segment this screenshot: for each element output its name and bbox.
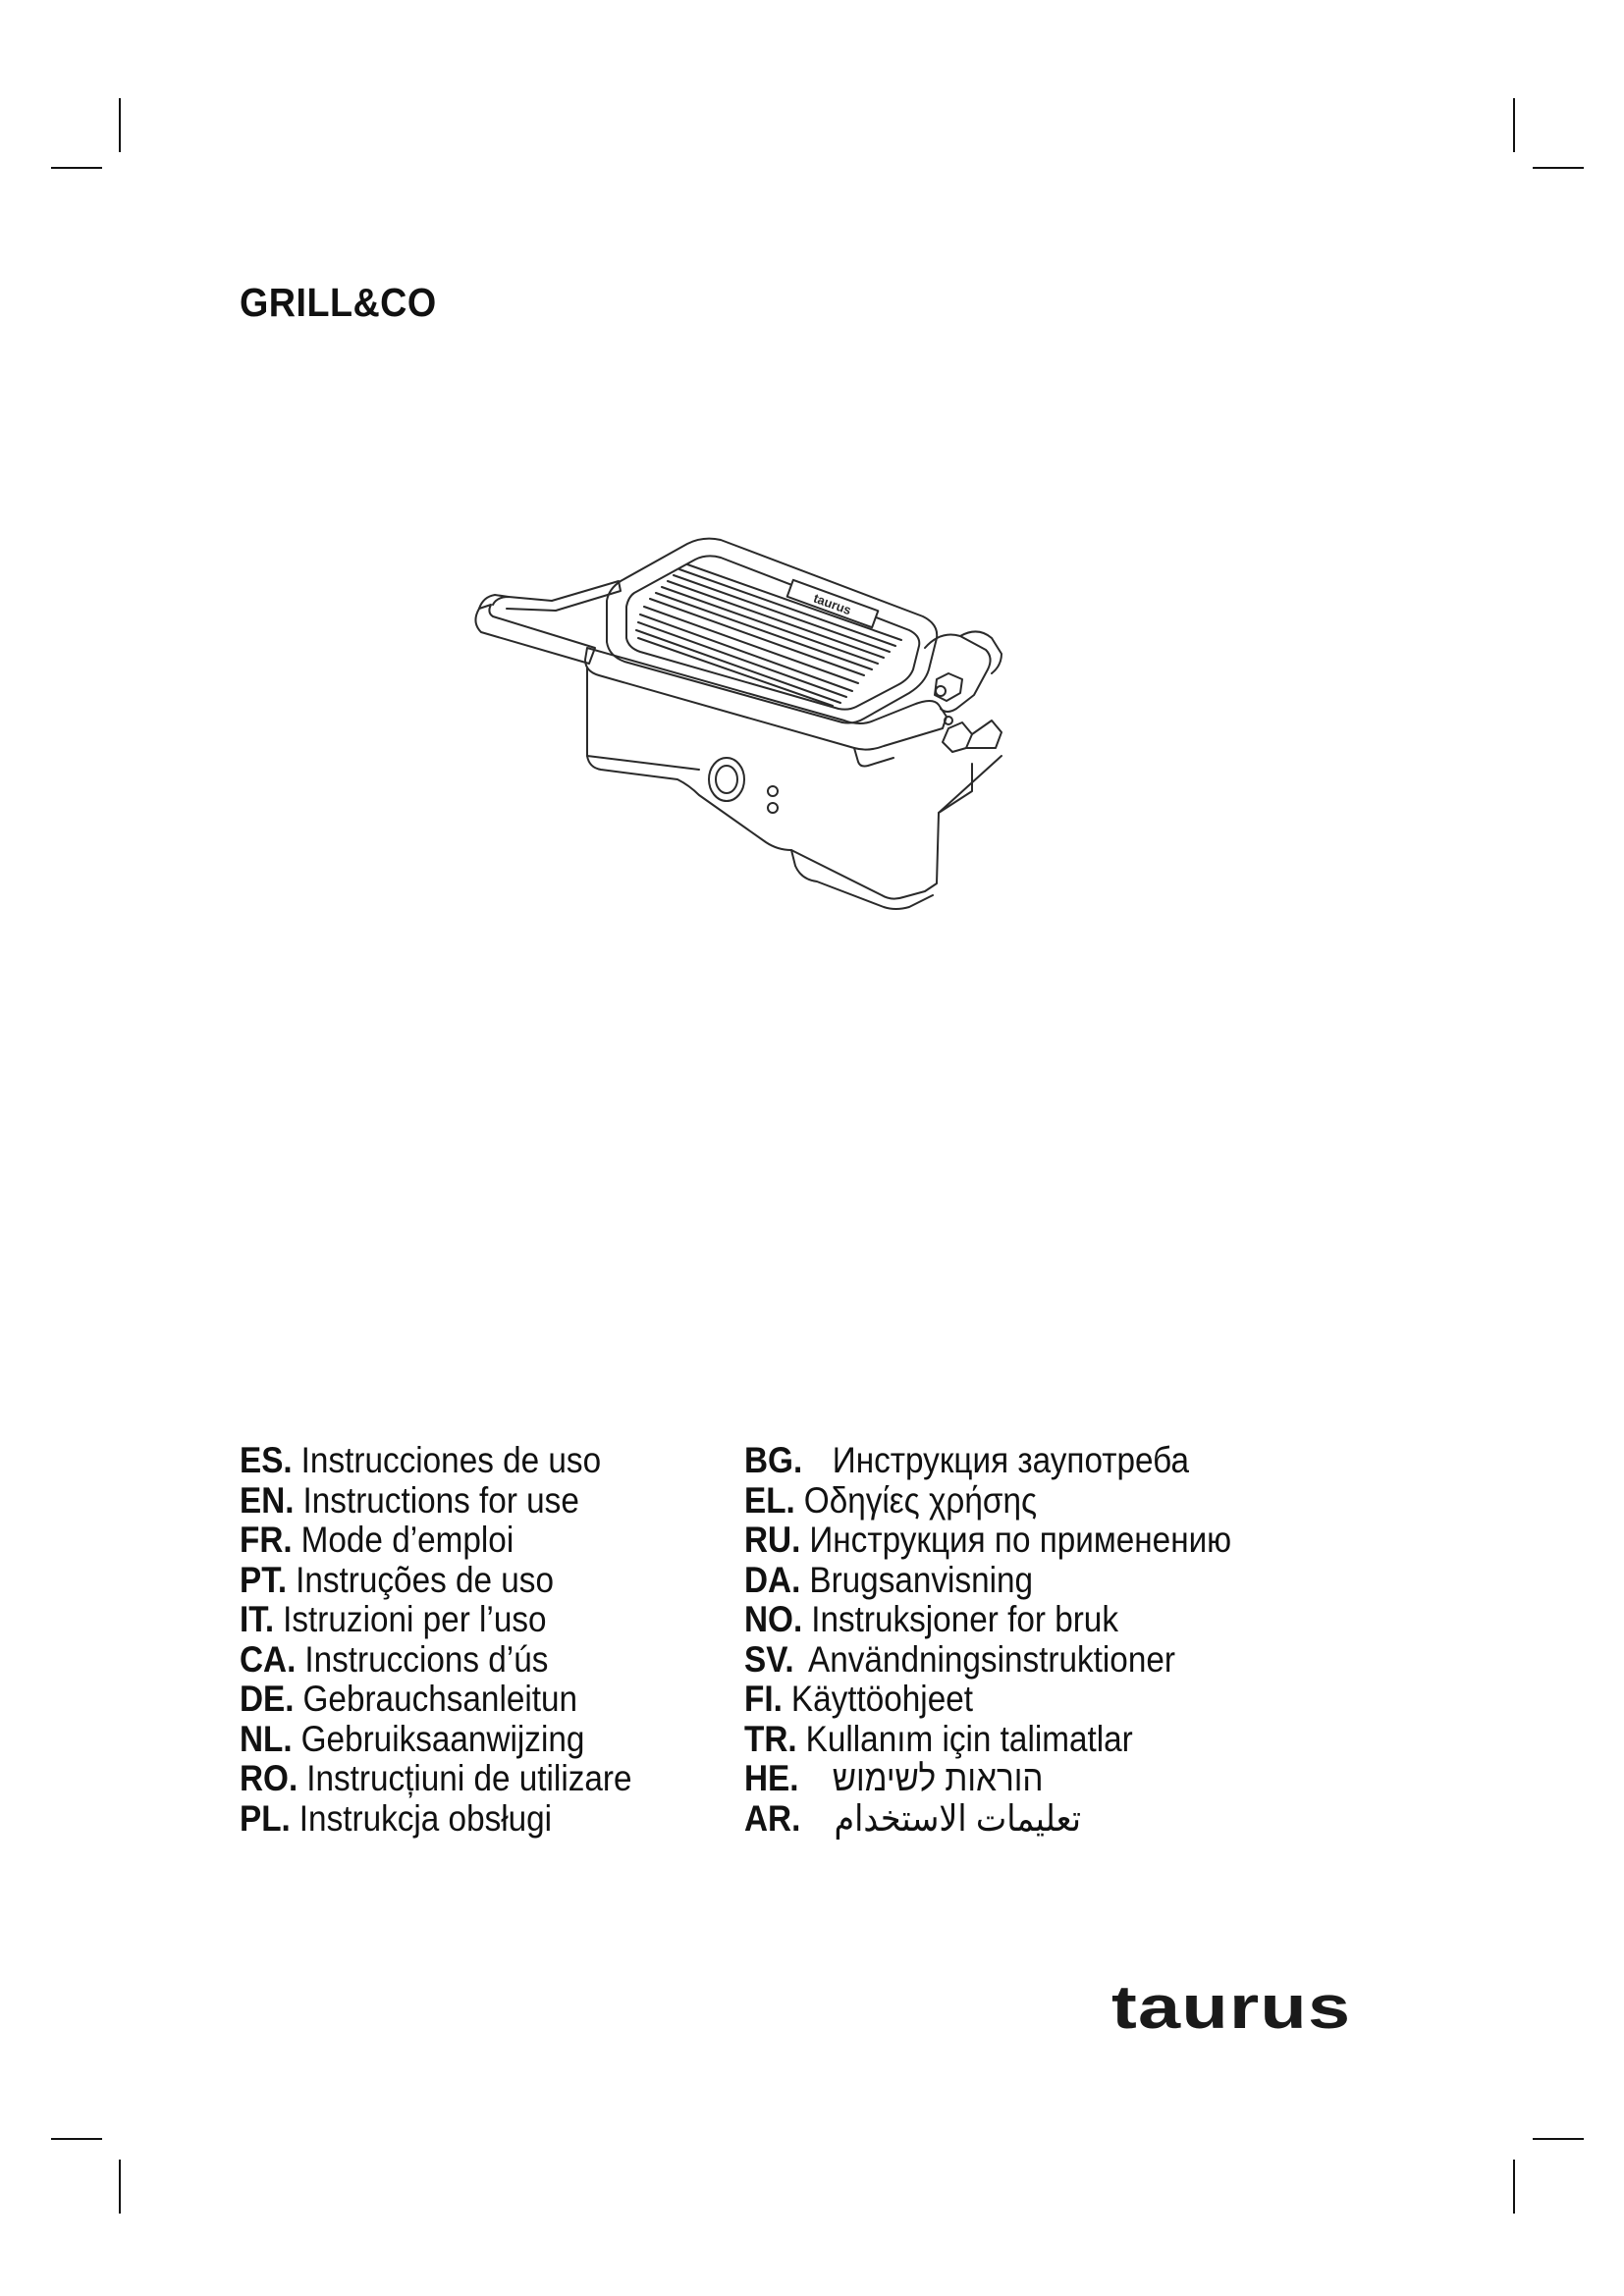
language-code: EL. (744, 1479, 795, 1521)
language-code: BG. (744, 1440, 803, 1480)
language-code: ES. (240, 1440, 293, 1480)
language-code: DE. (240, 1679, 295, 1719)
language-list-left (240, 1441, 676, 1839)
language-name: Mode d’emploi (300, 1520, 514, 1560)
language-name: Gebruiksaanwijzing (300, 1718, 585, 1759)
language-name: Инструкция заупотреба (832, 1440, 1189, 1480)
language-name: Brugsanvisning (809, 1559, 1034, 1600)
language-code: SV. (744, 1638, 794, 1680)
language-name: Kullanım için talimatlar (805, 1718, 1133, 1759)
language-code: PT. (240, 1559, 288, 1600)
language-code: FI. (744, 1679, 783, 1719)
language-code: IT. (240, 1599, 275, 1639)
language-item-es (240, 1441, 632, 1481)
language-item-de (240, 1680, 632, 1720)
language-name: Instruções de uso (296, 1559, 554, 1600)
language-code: RU. (744, 1520, 801, 1560)
language-name: Instructions for use (302, 1479, 579, 1521)
crop-mark-bottom-left-horizontal (51, 2138, 102, 2140)
language-code: RO. (240, 1758, 298, 1798)
language-name: Instruksjoner for bruk (811, 1599, 1118, 1639)
plate-logo-text: taurus (811, 590, 854, 618)
language-item-ru (744, 1521, 1231, 1561)
language-item-fi (744, 1680, 1231, 1720)
crop-mark-bottom-left-vertical (119, 2160, 121, 2214)
language-item-nl (240, 1720, 632, 1760)
language-name: הוראות לשימוש (832, 1758, 1044, 1798)
language-item-fr (240, 1521, 632, 1561)
language-code: EN. (240, 1479, 295, 1521)
language-name: Käyttöohjeet (790, 1679, 974, 1719)
language-item-en (240, 1481, 632, 1522)
language-item-no (744, 1600, 1231, 1640)
crop-mark-top-left-horizontal (51, 167, 102, 169)
brand-logo: taurus (1111, 1974, 1352, 2042)
language-name: Gebrauchsanleitun (302, 1679, 578, 1719)
language-item-ar (744, 1799, 1231, 1840)
crop-mark-bottom-right-vertical (1513, 2160, 1515, 2214)
language-name: Инструкция по применению (809, 1520, 1232, 1560)
language-code: CA. (240, 1638, 297, 1680)
language-item-da (744, 1561, 1231, 1601)
language-item-he (744, 1759, 1231, 1799)
language-code: AR. (744, 1797, 801, 1839)
language-code: FR. (240, 1520, 293, 1560)
crop-mark-top-right-horizontal (1533, 167, 1584, 169)
language-code: NO. (744, 1599, 803, 1639)
language-name: Instruccions d’ús (304, 1638, 549, 1680)
grill-illustration (471, 501, 1178, 923)
language-item-tr (744, 1720, 1231, 1760)
language-code: TR. (744, 1718, 797, 1759)
language-item-ca (240, 1640, 632, 1681)
language-name: Instrucciones de uso (300, 1440, 602, 1480)
language-item-bg (744, 1441, 1231, 1481)
language-item-el (744, 1481, 1231, 1522)
language-name: Instrucțiuni de utilizare (306, 1758, 632, 1798)
crop-mark-top-right-vertical (1513, 98, 1515, 152)
language-name: Οδηγίες χρήσης (803, 1479, 1038, 1521)
language-name: Användningsinstruktioner (808, 1638, 1175, 1680)
language-name: Instrukcja obsługi (298, 1797, 553, 1839)
language-item-ro (240, 1759, 632, 1799)
crop-mark-bottom-right-horizontal (1533, 2138, 1584, 2140)
language-code: PL. (240, 1797, 291, 1839)
language-list-right (744, 1441, 1285, 1839)
language-item-it (240, 1600, 632, 1640)
crop-mark-top-left-vertical (119, 98, 121, 152)
language-code: NL. (240, 1718, 293, 1759)
language-name: تعليمات الاستخدام (834, 1797, 1082, 1839)
product-title: GRILL&CO (240, 280, 437, 325)
language-item-sv (744, 1640, 1231, 1681)
language-name: Istruzioni per l’uso (283, 1599, 547, 1639)
language-code: HE. (744, 1758, 799, 1798)
language-item-pt (240, 1561, 632, 1601)
language-item-pl (240, 1799, 632, 1840)
language-code: DA. (744, 1559, 801, 1600)
